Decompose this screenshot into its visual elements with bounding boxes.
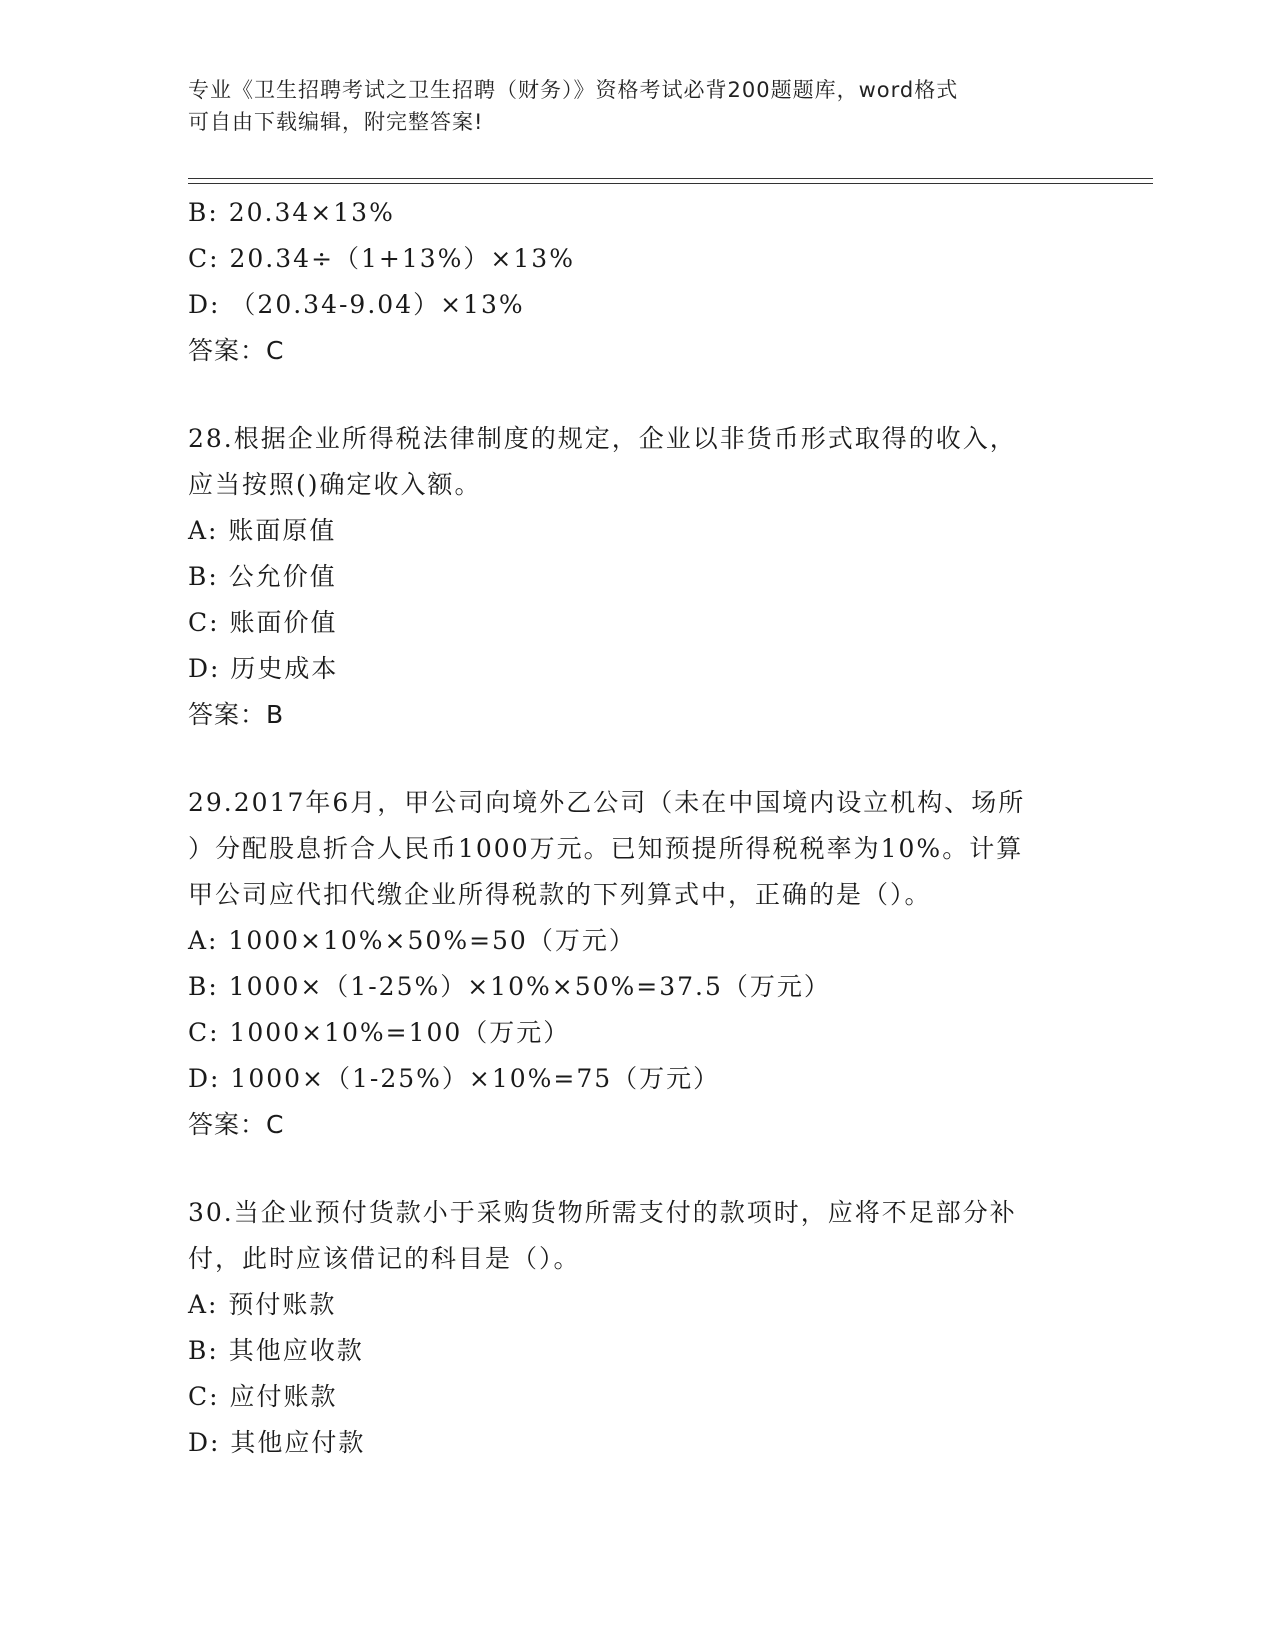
option-a: A: 预付账款 [188,1290,337,1319]
question-29 [188,780,1088,1148]
header-divider-top [188,178,1153,179]
option-c: C: 1000×10%=100（万元） [188,1018,571,1047]
option-d: D: 其他应付款 [188,1428,366,1457]
question-27-tail [188,190,1088,374]
question-28 [188,416,1088,738]
option-d: D: （20.34-9.04）×13% [188,290,525,319]
question-stem: 29.2017年6月，甲公司向境外乙公司（未在中国境内设立机构、场所 [188,788,1026,817]
option-c: C: 20.34÷（1+13%）×13% [188,244,575,273]
option-a: A: 账面原值 [188,516,337,545]
option-c: C: 应付账款 [188,1382,338,1411]
question-30 [188,1190,1088,1466]
option-c: C: 账面价值 [188,608,338,637]
option-b: B: 公允价值 [188,562,337,591]
option-b: B: 1000×（1-25%）×10%×50%=37.5（万元） [188,972,831,1001]
header-title-line-2: 可自由下载编辑，附完整答案! [188,110,484,134]
question-stem: 甲公司应代扣代缴企业所得税款的下列算式中，正确的是（）。 [188,880,932,909]
option-a: A: 1000×10%×50%=50（万元） [188,926,636,955]
header-title-line-1: 专业《卫生招聘考试之卫生招聘（财务）》资格考试必背200题题库，word格式 [188,78,959,102]
header-divider-bottom [188,183,1153,184]
question-stem: 30.当企业预付货款小于采购货物所需支付的款项时，应将不足部分补 [188,1198,1017,1227]
option-b: B: 20.34×13% [188,198,395,227]
page-header [188,74,1068,138]
question-stem: 付，此时应该借记的科目是（）。 [188,1244,581,1273]
answer-line: 答案：C [188,1110,285,1139]
question-stem: ）分配股息折合人民币1000万元。已知预提所得税税率为10%。计算 [188,834,1024,863]
option-d: D: 历史成本 [188,654,339,683]
spacer [188,374,1088,416]
spacer [188,1148,1088,1190]
answer-line: 答案：C [188,336,285,365]
option-d: D: 1000×（1-25%）×10%=75（万元） [188,1064,721,1093]
answer-line: 答案：B [188,700,285,729]
spacer [188,738,1088,780]
question-content [188,190,1088,1466]
option-b: B: 其他应收款 [188,1336,364,1365]
question-stem: 28.根据企业所得税法律制度的规定，企业以非货币形式取得的收入， [188,424,1017,453]
question-stem: 应当按照()确定收入额。 [188,470,482,499]
